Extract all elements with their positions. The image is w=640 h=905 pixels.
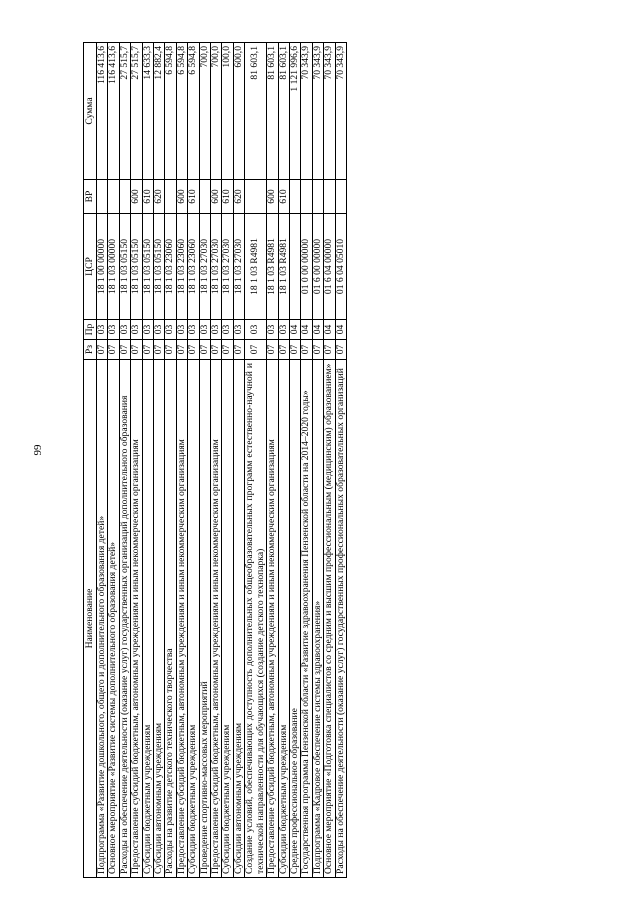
cell-rz: 07 — [97, 340, 108, 360]
cell-vr — [335, 180, 346, 214]
cell-csr: 18 1 03 R4981 — [278, 214, 289, 320]
cell-name: Подпрограмма «Кадровое обеспечение системы здравоохранения» — [312, 360, 323, 878]
cell-pr: 03 — [119, 320, 130, 340]
table-row — [233, 43, 244, 878]
cell-vr — [312, 180, 323, 214]
cell-pr: 04 — [301, 320, 312, 340]
cell-sum: 6 594,8 — [176, 43, 187, 180]
cell-rz: 07 — [108, 340, 119, 360]
cell-vr — [289, 180, 300, 214]
cell-rz: 07 — [301, 340, 312, 360]
cell-name: Предоставление субсидий бюджетным, автономным учреждениям и иным некоммерческим организациям — [267, 360, 278, 878]
cell-pr: 03 — [199, 320, 210, 340]
cell-sum: 12 882,4 — [154, 43, 165, 180]
cell-rz: 07 — [199, 340, 210, 360]
header-name: Наименование — [84, 360, 97, 878]
cell-csr: 18 1 03 05150 — [154, 214, 165, 320]
page-number: 99 — [32, 444, 44, 456]
cell-csr: 18 1 03 23060 — [188, 214, 199, 320]
table-row — [188, 43, 199, 878]
cell-name: Создание условий, обеспечивающих доступность дополнительных общеобразовательных программ естественно-научной и технической направленности для обучающихся (создание детского технопарка) — [245, 360, 267, 878]
cell-csr: 18 1 03 R4981 — [267, 214, 278, 320]
table-row — [142, 43, 153, 878]
cell-pr: 03 — [108, 320, 119, 340]
cell-rz: 07 — [211, 340, 222, 360]
table-row — [289, 43, 300, 878]
table-row — [245, 43, 267, 878]
cell-vr: 600 — [131, 180, 142, 214]
cell-pr: 03 — [211, 320, 222, 340]
table-row — [324, 43, 335, 878]
cell-pr: 03 — [154, 320, 165, 340]
table-row — [312, 43, 323, 878]
cell-rz: 07 — [119, 340, 130, 360]
cell-pr: 03 — [165, 320, 176, 340]
table-row — [165, 43, 176, 878]
cell-pr: 04 — [289, 320, 300, 340]
cell-vr — [301, 180, 312, 214]
cell-vr: 600 — [267, 180, 278, 214]
cell-name: Субсидии бюджетным учреждениям — [188, 360, 199, 878]
cell-vr: 600 — [176, 180, 187, 214]
table-row — [199, 43, 210, 878]
cell-csr: 18 1 03 05150 — [142, 214, 153, 320]
cell-csr: 18 1 03 05150 — [131, 214, 142, 320]
cell-pr: 04 — [312, 320, 323, 340]
cell-sum: 81 603,1 — [267, 43, 278, 180]
cell-rz: 07 — [222, 340, 233, 360]
table-row — [335, 43, 346, 878]
cell-sum: 70 343,9 — [312, 43, 323, 180]
cell-sum: 700,0 — [199, 43, 210, 180]
cell-rz: 07 — [233, 340, 244, 360]
budget-table — [83, 42, 347, 878]
cell-csr: 18 1 03 R4981 — [245, 214, 267, 320]
cell-name: Предоставление субсидий бюджетным, автономным учреждениям и иным некоммерческим организациям — [131, 360, 142, 878]
cell-rz: 07 — [245, 340, 267, 360]
cell-sum: 81 603,1 — [245, 43, 267, 180]
rotated-page — [83, 43, 565, 878]
cell-name: Государственная программа Пензенской области «Развитие здравоохранения Пензенской области на 2014–2020 годы» — [301, 360, 312, 878]
cell-vr: 620 — [233, 180, 244, 214]
table-row — [119, 43, 130, 878]
cell-csr: 01 6 04 05010 — [335, 214, 346, 320]
cell-pr: 03 — [176, 320, 187, 340]
cell-sum: 27 515,7 — [119, 43, 130, 180]
cell-vr — [245, 180, 267, 214]
cell-name: Субсидии бюджетным учреждениям — [142, 360, 153, 878]
cell-name: Субсидии бюджетным учреждениям — [222, 360, 233, 878]
cell-pr: 03 — [278, 320, 289, 340]
cell-sum: 6 594,8 — [165, 43, 176, 180]
cell-rz: 07 — [312, 340, 323, 360]
cell-pr: 03 — [245, 320, 267, 340]
cell-name: Субсидии автономным учреждениям — [154, 360, 165, 878]
cell-vr: 600 — [211, 180, 222, 214]
cell-sum: 6 594,8 — [188, 43, 199, 180]
header-csr: ЦСР — [84, 214, 97, 320]
cell-vr — [108, 180, 119, 214]
cell-rz: 07 — [131, 340, 142, 360]
cell-rz: 07 — [278, 340, 289, 360]
cell-rz: 07 — [289, 340, 300, 360]
cell-pr: 04 — [324, 320, 335, 340]
cell-sum: 70 343,9 — [324, 43, 335, 180]
cell-pr: 03 — [267, 320, 278, 340]
header-pr: Пр — [84, 320, 97, 340]
cell-pr: 03 — [233, 320, 244, 340]
cell-csr: 18 1 03 27030 — [222, 214, 233, 320]
cell-name: Расходы на обеспечение деятельности (оказание услуг) государственных профессиональных образовательных организаций — [335, 360, 346, 878]
cell-rz: 07 — [188, 340, 199, 360]
cell-csr: 01 0 00 00000 — [301, 214, 312, 320]
cell-pr: 03 — [142, 320, 153, 340]
cell-pr: 03 — [97, 320, 108, 340]
table-row — [211, 43, 222, 878]
cell-csr: 18 1 03 27030 — [211, 214, 222, 320]
cell-name: Субсидии автономным учреждениям — [233, 360, 244, 878]
cell-csr: 18 1 00 00000 — [97, 214, 108, 320]
cell-csr: 18 1 03 27030 — [199, 214, 210, 320]
table-row — [108, 43, 119, 878]
cell-rz: 07 — [142, 340, 153, 360]
table-row — [267, 43, 278, 878]
cell-sum: 100,0 — [222, 43, 233, 180]
cell-csr: 18 1 03 05150 — [119, 214, 130, 320]
cell-sum: 600,0 — [233, 43, 244, 180]
header-sum: Сумма — [84, 43, 97, 180]
cell-name: Основное мероприятие «Развитие системы дополнительного образования детей» — [108, 360, 119, 878]
cell-rz: 07 — [335, 340, 346, 360]
table-row — [301, 43, 312, 878]
cell-name: Субсидии бюджетным учреждениям — [278, 360, 289, 878]
cell-vr: 620 — [154, 180, 165, 214]
table-row — [222, 43, 233, 878]
cell-name: Проведение спортивно-массовых мероприятий — [199, 360, 210, 878]
cell-csr: 01 6 00 00000 — [312, 214, 323, 320]
cell-vr: 610 — [222, 180, 233, 214]
cell-vr — [324, 180, 335, 214]
table-row — [97, 43, 108, 878]
cell-name: Предоставление субсидий бюджетным, автономным учреждениям и иным некоммерческим организациям — [176, 360, 187, 878]
cell-sum: 70 343,9 — [301, 43, 312, 180]
table-header-row — [84, 43, 97, 878]
cell-rz: 07 — [324, 340, 335, 360]
cell-sum: 116 413,6 — [97, 43, 108, 180]
header-rz: Рз — [84, 340, 97, 360]
cell-name: Основное мероприятие «Подготовка специалистов со средним и высшим профессиональным (медицинским) образованием» — [324, 360, 335, 878]
cell-sum: 81 603,1 — [278, 43, 289, 180]
table-row — [131, 43, 142, 878]
cell-pr: 04 — [335, 320, 346, 340]
table-row — [154, 43, 165, 878]
cell-sum: 70 343,9 — [335, 43, 346, 180]
cell-csr: 01 6 04 00000 — [324, 214, 335, 320]
cell-name: Подпрограмма «Развитие дошкольного, общего и дополнительного образования детей» — [97, 360, 108, 878]
cell-name: Предоставление субсидий бюджетным, автономным учреждениям и иным некоммерческим организациям — [211, 360, 222, 878]
cell-rz: 07 — [176, 340, 187, 360]
cell-name: Расходы на развитие детского технического творчества — [165, 360, 176, 878]
cell-sum: 27 515,7 — [131, 43, 142, 180]
cell-vr — [165, 180, 176, 214]
cell-csr: 18 1 03 23060 — [176, 214, 187, 320]
cell-rz: 07 — [267, 340, 278, 360]
cell-csr — [289, 214, 300, 320]
cell-vr — [199, 180, 210, 214]
cell-rz: 07 — [165, 340, 176, 360]
cell-vr — [97, 180, 108, 214]
table-row — [278, 43, 289, 878]
header-vr: ВР — [84, 180, 97, 214]
cell-csr: 18 1 03 27030 — [233, 214, 244, 320]
cell-pr: 03 — [222, 320, 233, 340]
cell-name: Среднее профессиональное образование — [289, 360, 300, 878]
cell-sum: 1 121 996,6 — [289, 43, 300, 180]
cell-sum: 700,0 — [211, 43, 222, 180]
cell-sum: 116 413,6 — [108, 43, 119, 180]
cell-csr: 18 1 03 00000 — [108, 214, 119, 320]
cell-vr: 610 — [142, 180, 153, 214]
cell-vr: 610 — [278, 180, 289, 214]
cell-csr: 18 1 03 23060 — [165, 214, 176, 320]
table-row — [176, 43, 187, 878]
cell-rz: 07 — [154, 340, 165, 360]
cell-vr — [119, 180, 130, 214]
cell-pr: 03 — [188, 320, 199, 340]
cell-sum: 14 633,3 — [142, 43, 153, 180]
cell-vr: 610 — [188, 180, 199, 214]
cell-name: Расходы на обеспечение деятельности (оказание услуг) государственных организаций дополнительного образования — [119, 360, 130, 878]
cell-pr: 03 — [131, 320, 142, 340]
